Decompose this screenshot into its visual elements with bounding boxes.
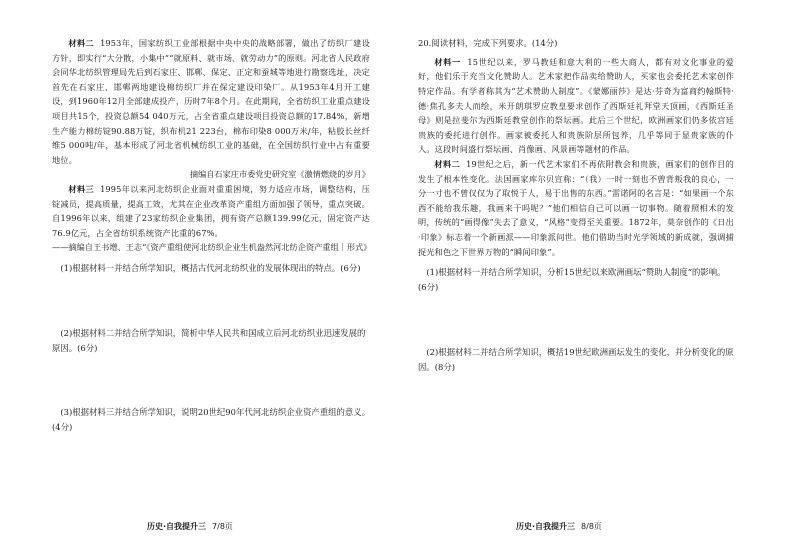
answer-space-20-1 xyxy=(418,295,734,339)
footer-page-number: 8/8页 xyxy=(581,522,602,531)
material2-text: 1953年，国家纺织工业部根据中央中央的战略部署，做出了纺织厂建设方针，即实行“大分散，小集中”“就原料、就市场、就劳动力”的原则。河北省人民政府会同华北纺织管理局先后到石家庄、邯郸、保定、正定和蚕城等地进行勘察选址，决定首先在石家庄、邯郸两地建设棉纺织厂并在保定建设印染厂。从1953年4月开工建设，到1960年12月全部建成投产，历时7年8个月。在此期间，全省纺织工业重点建设项目共15个，投资总额54 040万元，占全省重点建设项目投资总额的17.84%，新增生产能力棉纺锭90.88万锭，织布机21 223台，棉布印染8 000万米/年，粘胶长丝纤维5 000吨/年，基本形成了河北省机械纺织工业的基础，在全国纺织行业中占有重要地位。 xyxy=(52,38,371,165)
right-material2-label: 材料二 xyxy=(434,158,461,169)
right-column xyxy=(418,36,734,374)
left-column xyxy=(52,36,370,435)
footer-page-number: 7/8页 xyxy=(212,522,233,531)
answer-space-1 xyxy=(52,276,370,320)
right-footer xyxy=(516,521,602,532)
question-20-1: (1)根据材料一并结合所学知识，分析15世纪以来欧洲画坛“赞助人制度”的影响。(6分) xyxy=(418,267,726,292)
material2-source: 摘编自石家庄市委党史研究室《激情燃烧的岁月》 xyxy=(189,169,370,180)
question-3: (3)根据材料三并结合所学知识，说明20世纪90年代河北纺织企业资产重组的意义。(4分) xyxy=(52,407,370,433)
footer-subject: 历史·自我提升三 xyxy=(147,522,207,531)
question-20-intro: 20.阅读材料，完成下列要求。(14分) xyxy=(418,38,558,48)
material3-paragraph xyxy=(52,182,370,240)
question-1: (1)根据材料一并结合所学知识，概括古代河北纺织业的发展体现出的特点。(6分) xyxy=(60,262,361,273)
right-material1-label: 材料一 xyxy=(434,56,461,67)
right-material2-paragraph xyxy=(418,157,734,259)
right-material1-paragraph xyxy=(418,55,734,157)
material2-label: 材料二 xyxy=(68,38,95,48)
material3-source: ——摘编自王书增、王志“《资产重组使河北纺织企业生机盎然河北纺企资产重组｜形式》 xyxy=(52,242,372,253)
material3-label: 材料三 xyxy=(68,183,95,194)
right-page xyxy=(400,0,800,554)
question-20-2: (2)根据材料二并结合所学知识，概括19世纪欧洲画坛发生的变化，并分析变化的原因。(8分) xyxy=(418,346,734,372)
material3-text: 1995年以来河北纺织企业面对重重困境，努力适应市场，调整结构，压锭减员，提高质量，提高工效，尤其在企业改革资产重组方面加强了领导，重点突破。自1996年以来，组建了23家纺织企业集团，拥有资产总额139.99亿元，固定资产达76.9亿元，占全省纺织系统资产比重的67%。 xyxy=(52,183,370,238)
answer-space-2 xyxy=(52,355,370,399)
material2-paragraph xyxy=(52,36,370,167)
footer-subject: 历史·自我提升三 xyxy=(516,522,576,531)
right-material1-text: 15世纪以来，罗马教廷和意大利的一些大商人，都有对文化事业的爱好，他们乐于充当文化赞助人。艺术家把作品卖给赞助人，买家也会委托艺术家创作特定作品。有学者称其为“艺术赞助人制度”。《蒙娜丽莎》是达·芬奇为富商约翰斯特·德·焦孔多夫人而绘，米开朗琪罗应教皇要求创作了西斯廷礼拜堂天顶画，《西斯廷圣母》则是拉斐尔为西斯廷教堂创作的祭坛画。此后三个世纪，欧洲画家们仍多依宫廷贵族的委托进行创作。画家被委托人和贵族阶层所包养，几乎等同于显贵家族的仆人。这段时间盛行祭坛画、肖像画、风景画等题材的作品。 xyxy=(418,56,734,155)
left-footer xyxy=(147,521,233,532)
right-material2-text: 19世纪之后，新一代艺术家们不再依附教会和贵族，画家们的创作目的发生了根本性变化。法国画家库尔贝宣称：“（我）一时一刻也不曾背叛我的良心，一分一寸也不曾仅仅为了取悦于人，易于出售的东西。”雷诺阿的名言是：“如果画一个东西不能给我乐趣，我画来干吗呢？”他们相信自己可以画一切事物。随着照相术的发明，传统的“画得像”失去了意义，“风格”变得至关重要。1872年，莫奈创作的《日出·印象》标志着一个新画派——印象派问世。他们借助当时光学领域的新成就，强调捕捉光和色之下世界万物的“瞬间印象”。 xyxy=(418,158,734,257)
question-2: (2)根据材料二并结合所学知识，简析中华人民共和国成立后河北纺织业迅速发展的原因。(6分) xyxy=(52,327,366,353)
